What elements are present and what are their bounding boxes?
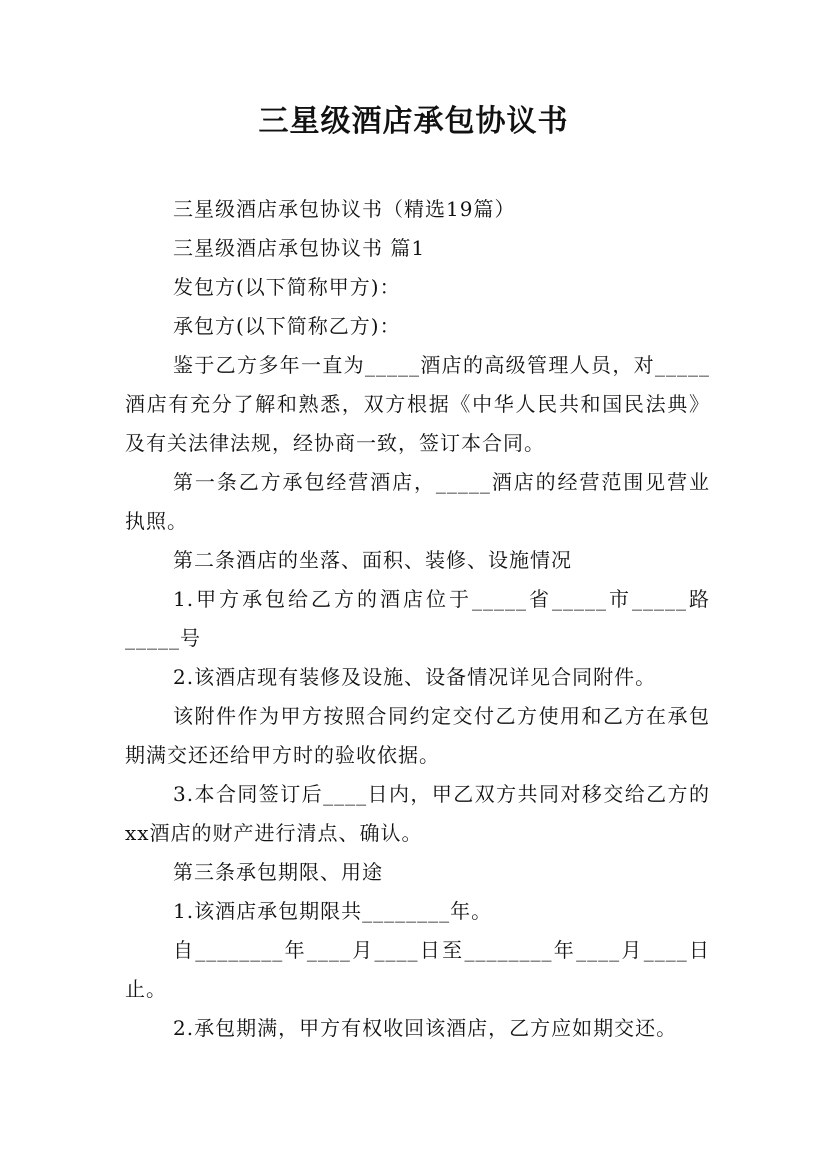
paragraph-clause-3-item-2: 2.承包期满，甲方有权收回该酒店，乙方应如期交还。 <box>173 1016 678 1040</box>
paragraph-collection-title: 三星级酒店承包协议书（精选19篇） <box>173 197 516 221</box>
paragraph-clause-2-attachment: 该附件作为甲方按照合同约定交付乙方使用和乙方在承包期满交还还给甲方时的验收依据。 <box>125 704 710 767</box>
document-title: 三星级酒店承包协议书 <box>258 104 569 139</box>
paragraph-clause-1: 第一条乙方承包经营酒店，_____酒店的经营范围见营业执照。 <box>125 470 710 533</box>
paragraph-clause-2-item-2: 2.该酒店现有装修及设施、设备情况详见合同附件。 <box>173 665 657 689</box>
paragraph-clause-3-item-1: 1.该酒店承包期限共________年。 <box>173 899 493 923</box>
paragraph-clause-2-item-1: 1.甲方承包给乙方的酒店位于_____省_____市_____路_____号 <box>125 587 710 650</box>
paragraph-article-heading: 三星级酒店承包协议书 篇1 <box>173 236 426 260</box>
paragraph-party-b: 承包方(以下简称乙方)： <box>173 314 401 338</box>
paragraph-clause-3-heading: 第三条承包期限、用途 <box>173 860 383 884</box>
paragraph-preamble: 鉴于乙方多年一直为_____酒店的高级管理人员，对_____酒店有充分了解和熟悉，双方根据《中华人民共和国民法典》及有关法律法规，经协商一致，签订本合同。 <box>125 353 710 455</box>
paragraph-clause-2-item-3: 3.本合同签订后____日内，甲乙双方共同对移交给乙方的xx酒店的财产进行清点、确认。 <box>125 782 710 845</box>
paragraph-party-a: 发包方(以下简称甲方)： <box>173 275 401 299</box>
paragraph-clause-3-period: 自________年____月____日至________年____月____日止。 <box>125 938 710 1001</box>
document-body <box>125 190 710 1048</box>
paragraph-clause-2-heading: 第二条酒店的坐落、面积、装修、设施情况 <box>173 548 572 572</box>
